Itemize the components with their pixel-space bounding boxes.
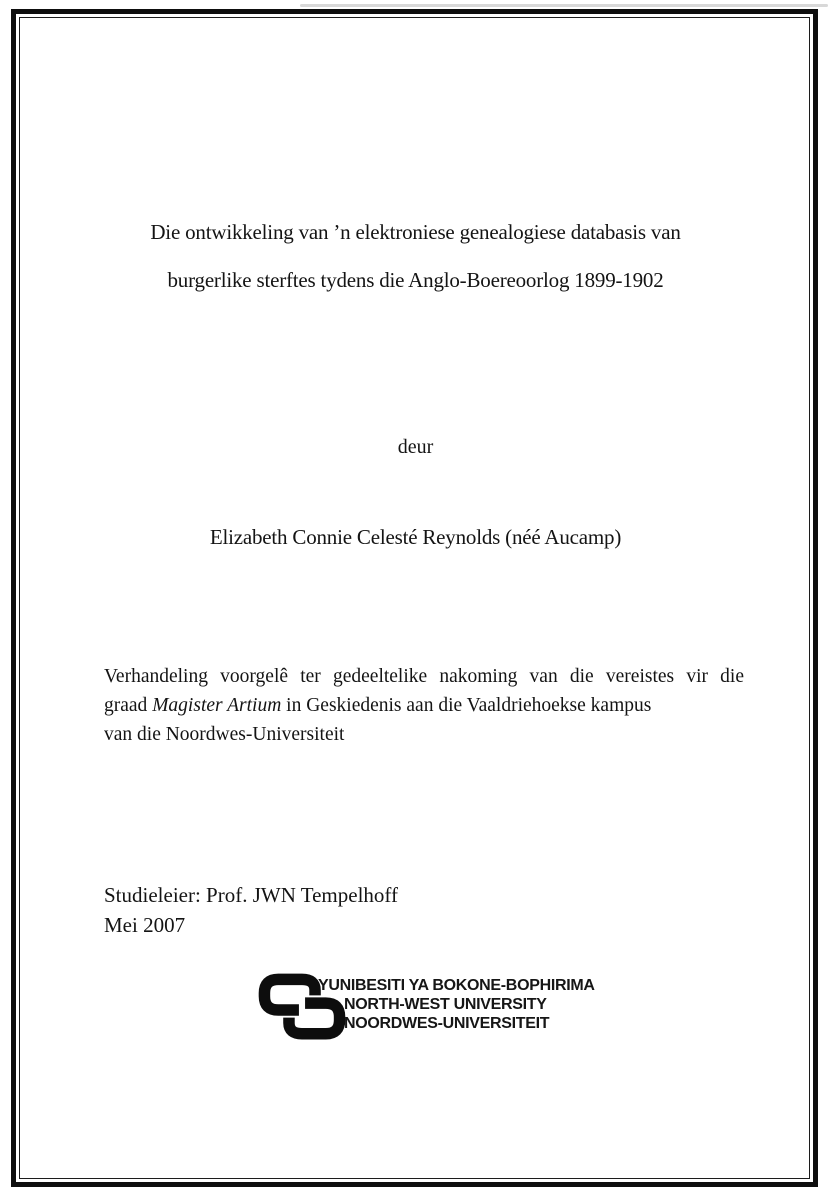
title-line-1: Die ontwikkeling van ’n elektroniese genealogiese databasis van bbox=[150, 220, 681, 244]
statement-line-2-prefix: graad bbox=[104, 695, 153, 716]
degree-statement bbox=[104, 662, 744, 749]
byline: deur bbox=[397, 436, 434, 458]
author-name: Elizabeth Connie Celesté Reynolds (néé Aucamp) bbox=[209, 525, 622, 549]
statement-line-3: van die Noordwes-Universiteit bbox=[104, 724, 345, 745]
degree-name-italic: Magister Artium bbox=[152, 695, 282, 716]
statement-line-1: Verhandeling voorgelê ter gedeeltelike nakoming van die vereistes vir die bbox=[104, 666, 744, 687]
supervisor-line: Studieleier: Prof. JWN Tempelhoff bbox=[104, 883, 399, 907]
logo-text-line-3: NOORDWES-UNIVERSITEIT bbox=[344, 1015, 550, 1032]
logo-text-line-1: YUNIBESITI YA BOKONE-BOPHIRIMA bbox=[318, 977, 595, 994]
date-line: Mei 2007 bbox=[104, 913, 186, 937]
statement-line-2 bbox=[104, 691, 744, 720]
nwu-logo-text bbox=[318, 976, 595, 1033]
title-line-2: burgerlike sterftes tydens die Anglo-Boereoorlog 1899-1902 bbox=[167, 268, 664, 292]
nwu-logo bbox=[256, 968, 596, 1058]
thesis-title bbox=[0, 208, 831, 304]
scan-artifact-streak bbox=[300, 4, 828, 7]
statement-line-2-suffix: in Geskiedenis aan die Vaaldriehoekse kampus bbox=[281, 695, 652, 716]
supervisor-block bbox=[104, 880, 398, 940]
logo-text-line-2: NORTH-WEST UNIVERSITY bbox=[344, 996, 547, 1013]
